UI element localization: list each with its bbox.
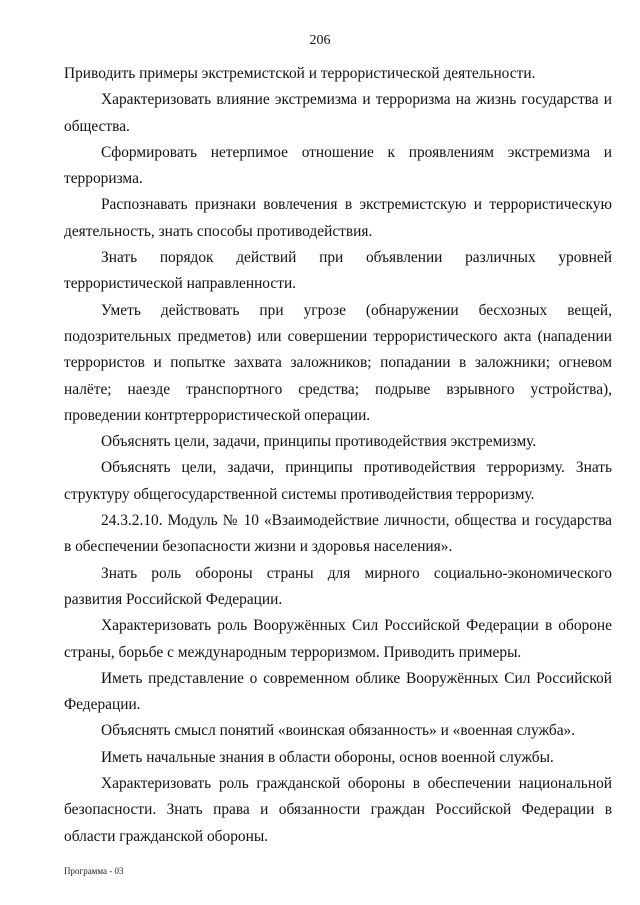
paragraph: Сформировать нетерпимое отношение к проявлениям экстремизма и терроризма. — [64, 143, 612, 188]
paragraph: Характеризовать роль гражданской обороны в обеспечении национальной безопасности. Знать права и обязанности граждан Российской Федерации в области гражданской обороны. — [64, 775, 612, 845]
paragraph: Приводить примеры экстремистской и террористической деятельности. — [64, 65, 536, 82]
paragraph: Характеризовать роль Вооружённых Сил Российской Федерации в обороне страны, борьбе с международным терроризмом. Приводить примеры. — [64, 617, 612, 661]
paragraph: Характеризовать влияние экстремизма и терроризма на жизнь государства и общества. — [64, 91, 612, 135]
paragraph: Иметь представление о современном облике Вооружённых Сил Российской Федерации. — [64, 669, 612, 714]
paragraph: Объяснять цели, задачи, принципы противодействия терроризму. Знать структуру общегосударственной системы противодействия терроризму. — [64, 459, 612, 503]
module-heading-paragraph: 24.3.2.10. Модуль № 10 «Взаимодействие личности, общества и государства в обеспечении безопасности жизни и здоровья населения». — [64, 512, 612, 556]
paragraph: Знать роль обороны страны для мирного социально-экономического развития Российской Федерации. — [64, 564, 612, 608]
paragraph: Распознавать признаки вовлечения в экстремистскую и террористическую деятельность, знать способы противодействия. — [64, 196, 612, 240]
paragraph: Объяснять цели, задачи, принципы противодействия экстремизму. — [101, 433, 537, 451]
paragraph: Знать порядок действий при объявлении различных уровней террористической направленности. — [64, 249, 612, 293]
paragraph: Объяснять смысл понятий «воинская обязанность» и «военная служба». — [101, 722, 576, 740]
paragraph: Иметь начальные знания в области обороны, основ военной службы. — [101, 748, 554, 766]
paragraph: Уметь действовать при угрозе (обнаружении бесхозных вещей, подозрительных предметов) или совершении террористического акта (нападении террористов и попытке захвата заложников; попадании в заложники; огневом налёте; наезде транспортного средства; подрыве взрывного устройства), проведении контртеррористической операции. — [64, 301, 612, 424]
document-body — [64, 61, 612, 850]
page-number: 206 — [309, 33, 331, 48]
footer-label: Программа - 03 — [64, 866, 124, 876]
